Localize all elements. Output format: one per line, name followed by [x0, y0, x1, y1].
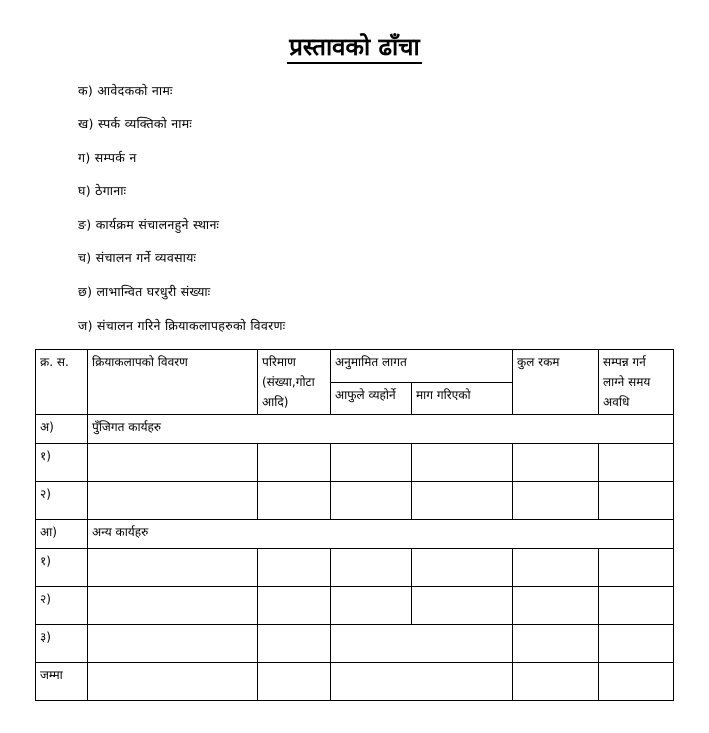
cell-total[interactable] [513, 549, 599, 587]
table-row [36, 587, 674, 625]
table-row [36, 549, 674, 587]
page-title: प्रस्तावको ढाँचा [0, 30, 709, 63]
header-requested: माग गरिएको [412, 382, 513, 415]
table-row [36, 444, 674, 482]
cell-activity[interactable] [88, 482, 258, 520]
cell-completion[interactable] [599, 444, 674, 482]
cell-quantity[interactable] [258, 444, 331, 482]
section-label: पुँजिगत कार्यहरु [88, 415, 674, 444]
total-row [36, 663, 674, 701]
cell-completion[interactable] [599, 625, 674, 663]
header-completion: सम्पन्न गर्न लाग्ने समय अवधि [599, 350, 674, 415]
cell-quantity[interactable] [258, 549, 331, 587]
cell-quantity[interactable] [258, 482, 331, 520]
header-quantity-line2: (संख्या,गोटा आदि) [262, 375, 315, 409]
cell-activity[interactable] [88, 625, 258, 663]
table-header-row [36, 350, 674, 383]
field-contact-person: ख) स्पर्क व्यक्तिको नामः [78, 116, 193, 131]
total-amount[interactable] [513, 663, 599, 701]
header-estimated-cost: अनुमामित लागत [331, 350, 513, 383]
cell-completion[interactable] [599, 587, 674, 625]
cell-own-contribution[interactable] [331, 482, 412, 520]
cell-total[interactable] [513, 587, 599, 625]
section-code: आ) [36, 520, 88, 549]
total-estimated-cost[interactable] [331, 663, 513, 701]
table-row [36, 482, 674, 520]
cell-requested[interactable] [412, 482, 513, 520]
field-applicant-name: क) आवेदकको नामः [78, 83, 173, 98]
total-completion[interactable] [599, 663, 674, 701]
cell-completion[interactable] [599, 549, 674, 587]
row-number: २) [36, 587, 88, 625]
header-activity: क्रियाकलापको विवरण [88, 350, 258, 415]
field-business: च) संचालन गर्ने व्यवसायः [78, 250, 197, 265]
header-quantity-line1: परिमाण [262, 355, 296, 369]
cell-activity[interactable] [88, 549, 258, 587]
cell-activity[interactable] [88, 587, 258, 625]
field-address: घ) ठेगानाः [78, 183, 127, 198]
header-quantity [258, 350, 331, 415]
cell-quantity[interactable] [258, 587, 331, 625]
cell-requested[interactable] [412, 549, 513, 587]
section-row [36, 415, 674, 444]
field-contact-number: ग) सम्पर्क न [78, 150, 137, 165]
cell-total[interactable] [513, 482, 599, 520]
row-number: १) [36, 549, 88, 587]
field-program-location: ङ) कार्यक्रम संचालनहुने स्थानः [78, 217, 220, 232]
cell-own-contribution[interactable] [331, 549, 412, 587]
field-beneficiary-households: छ) लाभान्वित घरधुरी संख्याः [78, 284, 211, 299]
cell-estimated-cost[interactable] [331, 625, 513, 663]
header-own-contribution: आफुले व्यहोर्ने [331, 382, 412, 415]
row-number: १) [36, 444, 88, 482]
cell-activity[interactable] [88, 444, 258, 482]
header-sn: क्र. स. [36, 350, 88, 415]
section-row [36, 520, 674, 549]
section-label: अन्य कार्यहरु [88, 520, 674, 549]
total-quantity[interactable] [258, 663, 331, 701]
activity-table [35, 349, 674, 701]
cell-completion[interactable] [599, 482, 674, 520]
cell-requested[interactable] [412, 444, 513, 482]
row-number: २) [36, 482, 88, 520]
table-row [36, 625, 674, 663]
total-activity[interactable] [88, 663, 258, 701]
cell-requested[interactable] [412, 587, 513, 625]
field-activity-details: ज) संचालन गरिने क्रियाकलापहरुको विवरणः [78, 318, 286, 333]
cell-total[interactable] [513, 625, 599, 663]
total-label: जम्मा [36, 663, 88, 701]
cell-quantity[interactable] [258, 625, 331, 663]
cell-own-contribution[interactable] [331, 444, 412, 482]
header-total: कुल रकम [513, 350, 599, 415]
section-code: अ) [36, 415, 88, 444]
cell-own-contribution[interactable] [331, 587, 412, 625]
row-number: ३) [36, 625, 88, 663]
cell-total[interactable] [513, 444, 599, 482]
